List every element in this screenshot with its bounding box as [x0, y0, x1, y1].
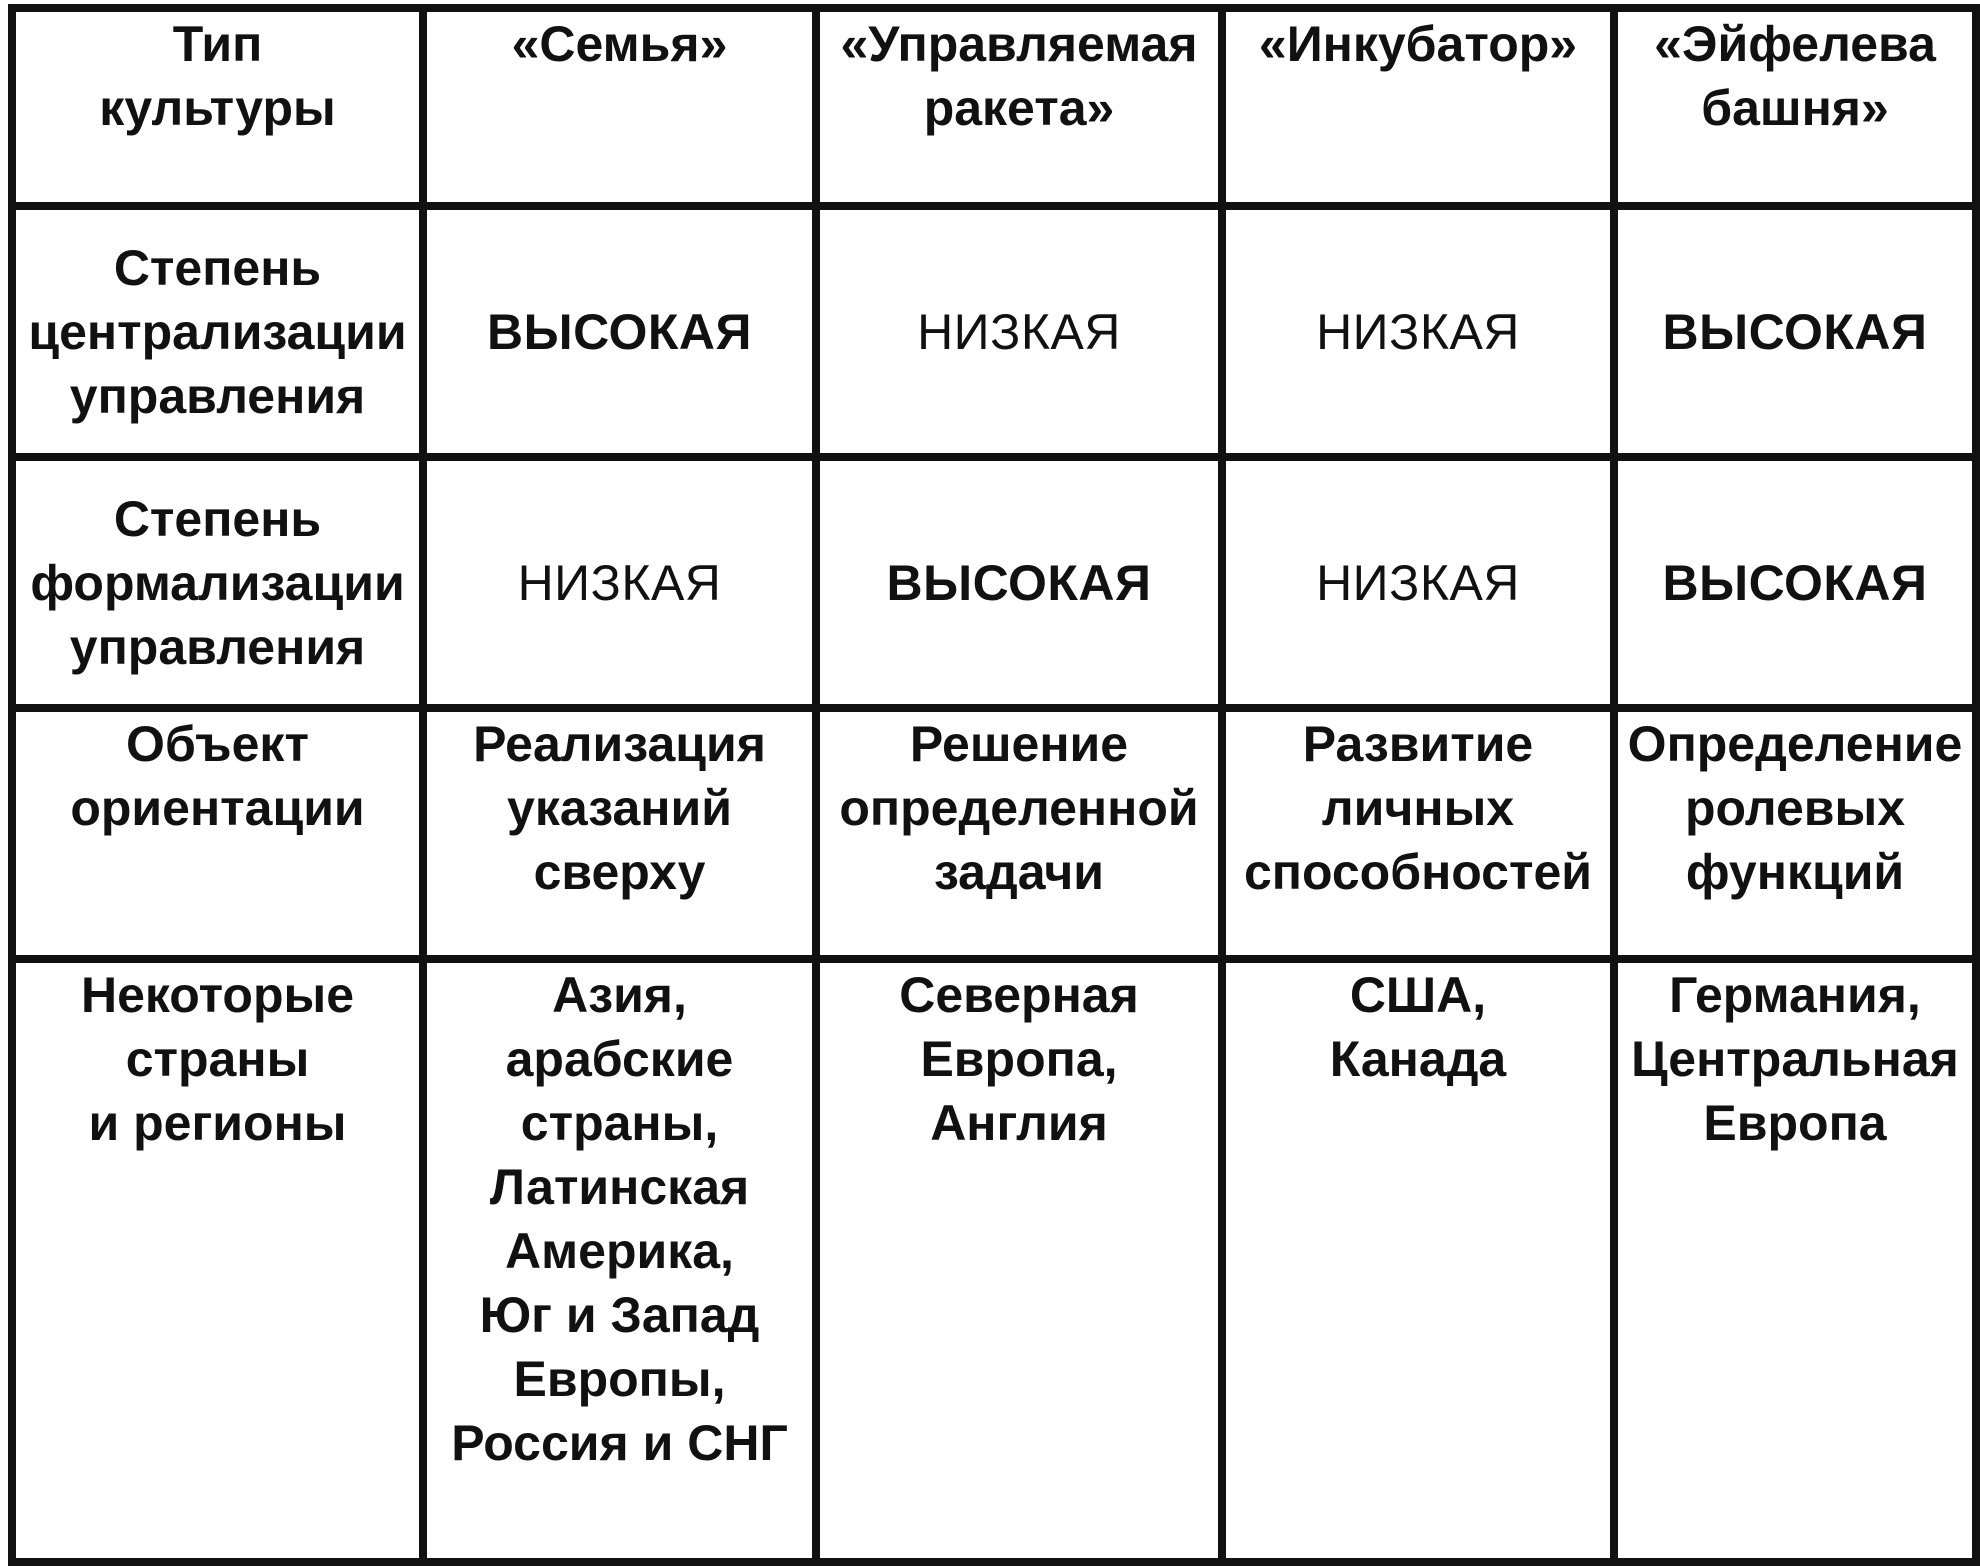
formalization-guided-missile-value: ВЫСОКАЯ [816, 457, 1222, 708]
row-label-line: Степень [113, 490, 322, 547]
header-cell-eiffel-tower [1614, 8, 1976, 206]
row-label-line: управления [69, 618, 366, 675]
orientation-incubator-cell [1222, 708, 1614, 959]
cell-line: Россия и СНГ [451, 1415, 788, 1471]
countries-row [12, 959, 1976, 1562]
header-column-line: «Эйфелева [1654, 16, 1936, 72]
cell-line: Решение [909, 716, 1129, 772]
cell-line: сверху [533, 844, 706, 900]
formalization-incubator-value: НИЗКАЯ [1222, 457, 1614, 708]
formalization-row [12, 457, 1976, 708]
cell-line: Развитие [1302, 716, 1534, 772]
culture-types-table [8, 4, 1980, 1566]
cell-line: Юг и Запад [479, 1287, 760, 1343]
cell-line: Англия [930, 1095, 1108, 1151]
centralization-row [12, 206, 1976, 457]
header-column-line: ракета» [923, 80, 1115, 136]
row-label-countries [12, 959, 423, 1562]
cell-line: Северная [899, 967, 1139, 1023]
cell-line: Определение [1627, 716, 1963, 772]
cell-line: Латинская [489, 1159, 750, 1215]
cell-line: Европа [1703, 1095, 1887, 1151]
cell-line: США, [1349, 967, 1487, 1023]
orientation-row [12, 708, 1976, 959]
cell-line: Центральная [1631, 1031, 1959, 1087]
cell-line: определенной [839, 780, 1199, 836]
row-label-orientation [12, 708, 423, 959]
row-label-line: ориентации [70, 780, 365, 836]
cell-line: Америка, [505, 1223, 734, 1279]
formalization-family-value: НИЗКАЯ [423, 457, 816, 708]
centralization-incubator-value: НИЗКАЯ [1222, 206, 1614, 457]
row-label-line: управления [69, 367, 366, 424]
row-label-line: и регионы [88, 1095, 347, 1151]
cell-line: Германия, [1669, 967, 1921, 1023]
formalization-eiffel-tower-value: ВЫСОКАЯ [1614, 457, 1976, 708]
cell-line: Азия, [552, 967, 687, 1023]
cell-line: Реализация [473, 716, 766, 772]
cell-line: указаний [507, 780, 732, 836]
orientation-family-cell [423, 708, 816, 959]
header-column-line: «Инкубатор» [1258, 16, 1578, 72]
header-label-line: культуры [99, 80, 336, 136]
countries-family-cell [423, 959, 816, 1562]
cell-line: функций [1685, 844, 1905, 900]
row-label-line: Степень [113, 239, 322, 296]
row-label-line: страны [125, 1031, 310, 1087]
document-page [8, 4, 1972, 1558]
header-cell-family [423, 8, 816, 206]
countries-eiffel-tower-cell [1614, 959, 1976, 1562]
cell-line: ролевых [1685, 780, 1905, 836]
countries-guided-missile-cell [816, 959, 1222, 1562]
header-column-line: башня» [1701, 80, 1889, 136]
cell-line: личных [1321, 780, 1515, 836]
row-label-line: Объект [126, 716, 309, 772]
centralization-guided-missile-value: НИЗКАЯ [816, 206, 1222, 457]
centralization-eiffel-tower-value: ВЫСОКАЯ [1614, 206, 1976, 457]
cell-line: страны, [520, 1095, 719, 1151]
cell-line: способностей [1243, 844, 1593, 900]
row-label-line: централизации [28, 303, 407, 360]
cell-line: Европы, [513, 1351, 726, 1407]
orientation-guided-missile-cell [816, 708, 1222, 959]
cell-line: Канада [1329, 1031, 1507, 1087]
centralization-family-value: ВЫСОКАЯ [423, 206, 816, 457]
header-cell-guided-missile [816, 8, 1222, 206]
cell-line: задачи [933, 844, 1105, 900]
header-row [12, 8, 1976, 206]
header-cell-culture-type [12, 8, 423, 206]
header-cell-incubator [1222, 8, 1614, 206]
cell-line: арабские [505, 1031, 734, 1087]
cell-line: Европа, [920, 1031, 1118, 1087]
header-column-line: «Управляемая [840, 16, 1198, 72]
header-label-line: Тип [172, 16, 263, 72]
countries-incubator-cell [1222, 959, 1614, 1562]
orientation-eiffel-tower-cell [1614, 708, 1976, 959]
row-label-centralization [12, 206, 423, 457]
row-label-formalization [12, 457, 423, 708]
row-label-line: Некоторые [81, 967, 354, 1023]
row-label-line: формализации [30, 554, 405, 611]
header-column-line: «Семья» [511, 16, 728, 72]
